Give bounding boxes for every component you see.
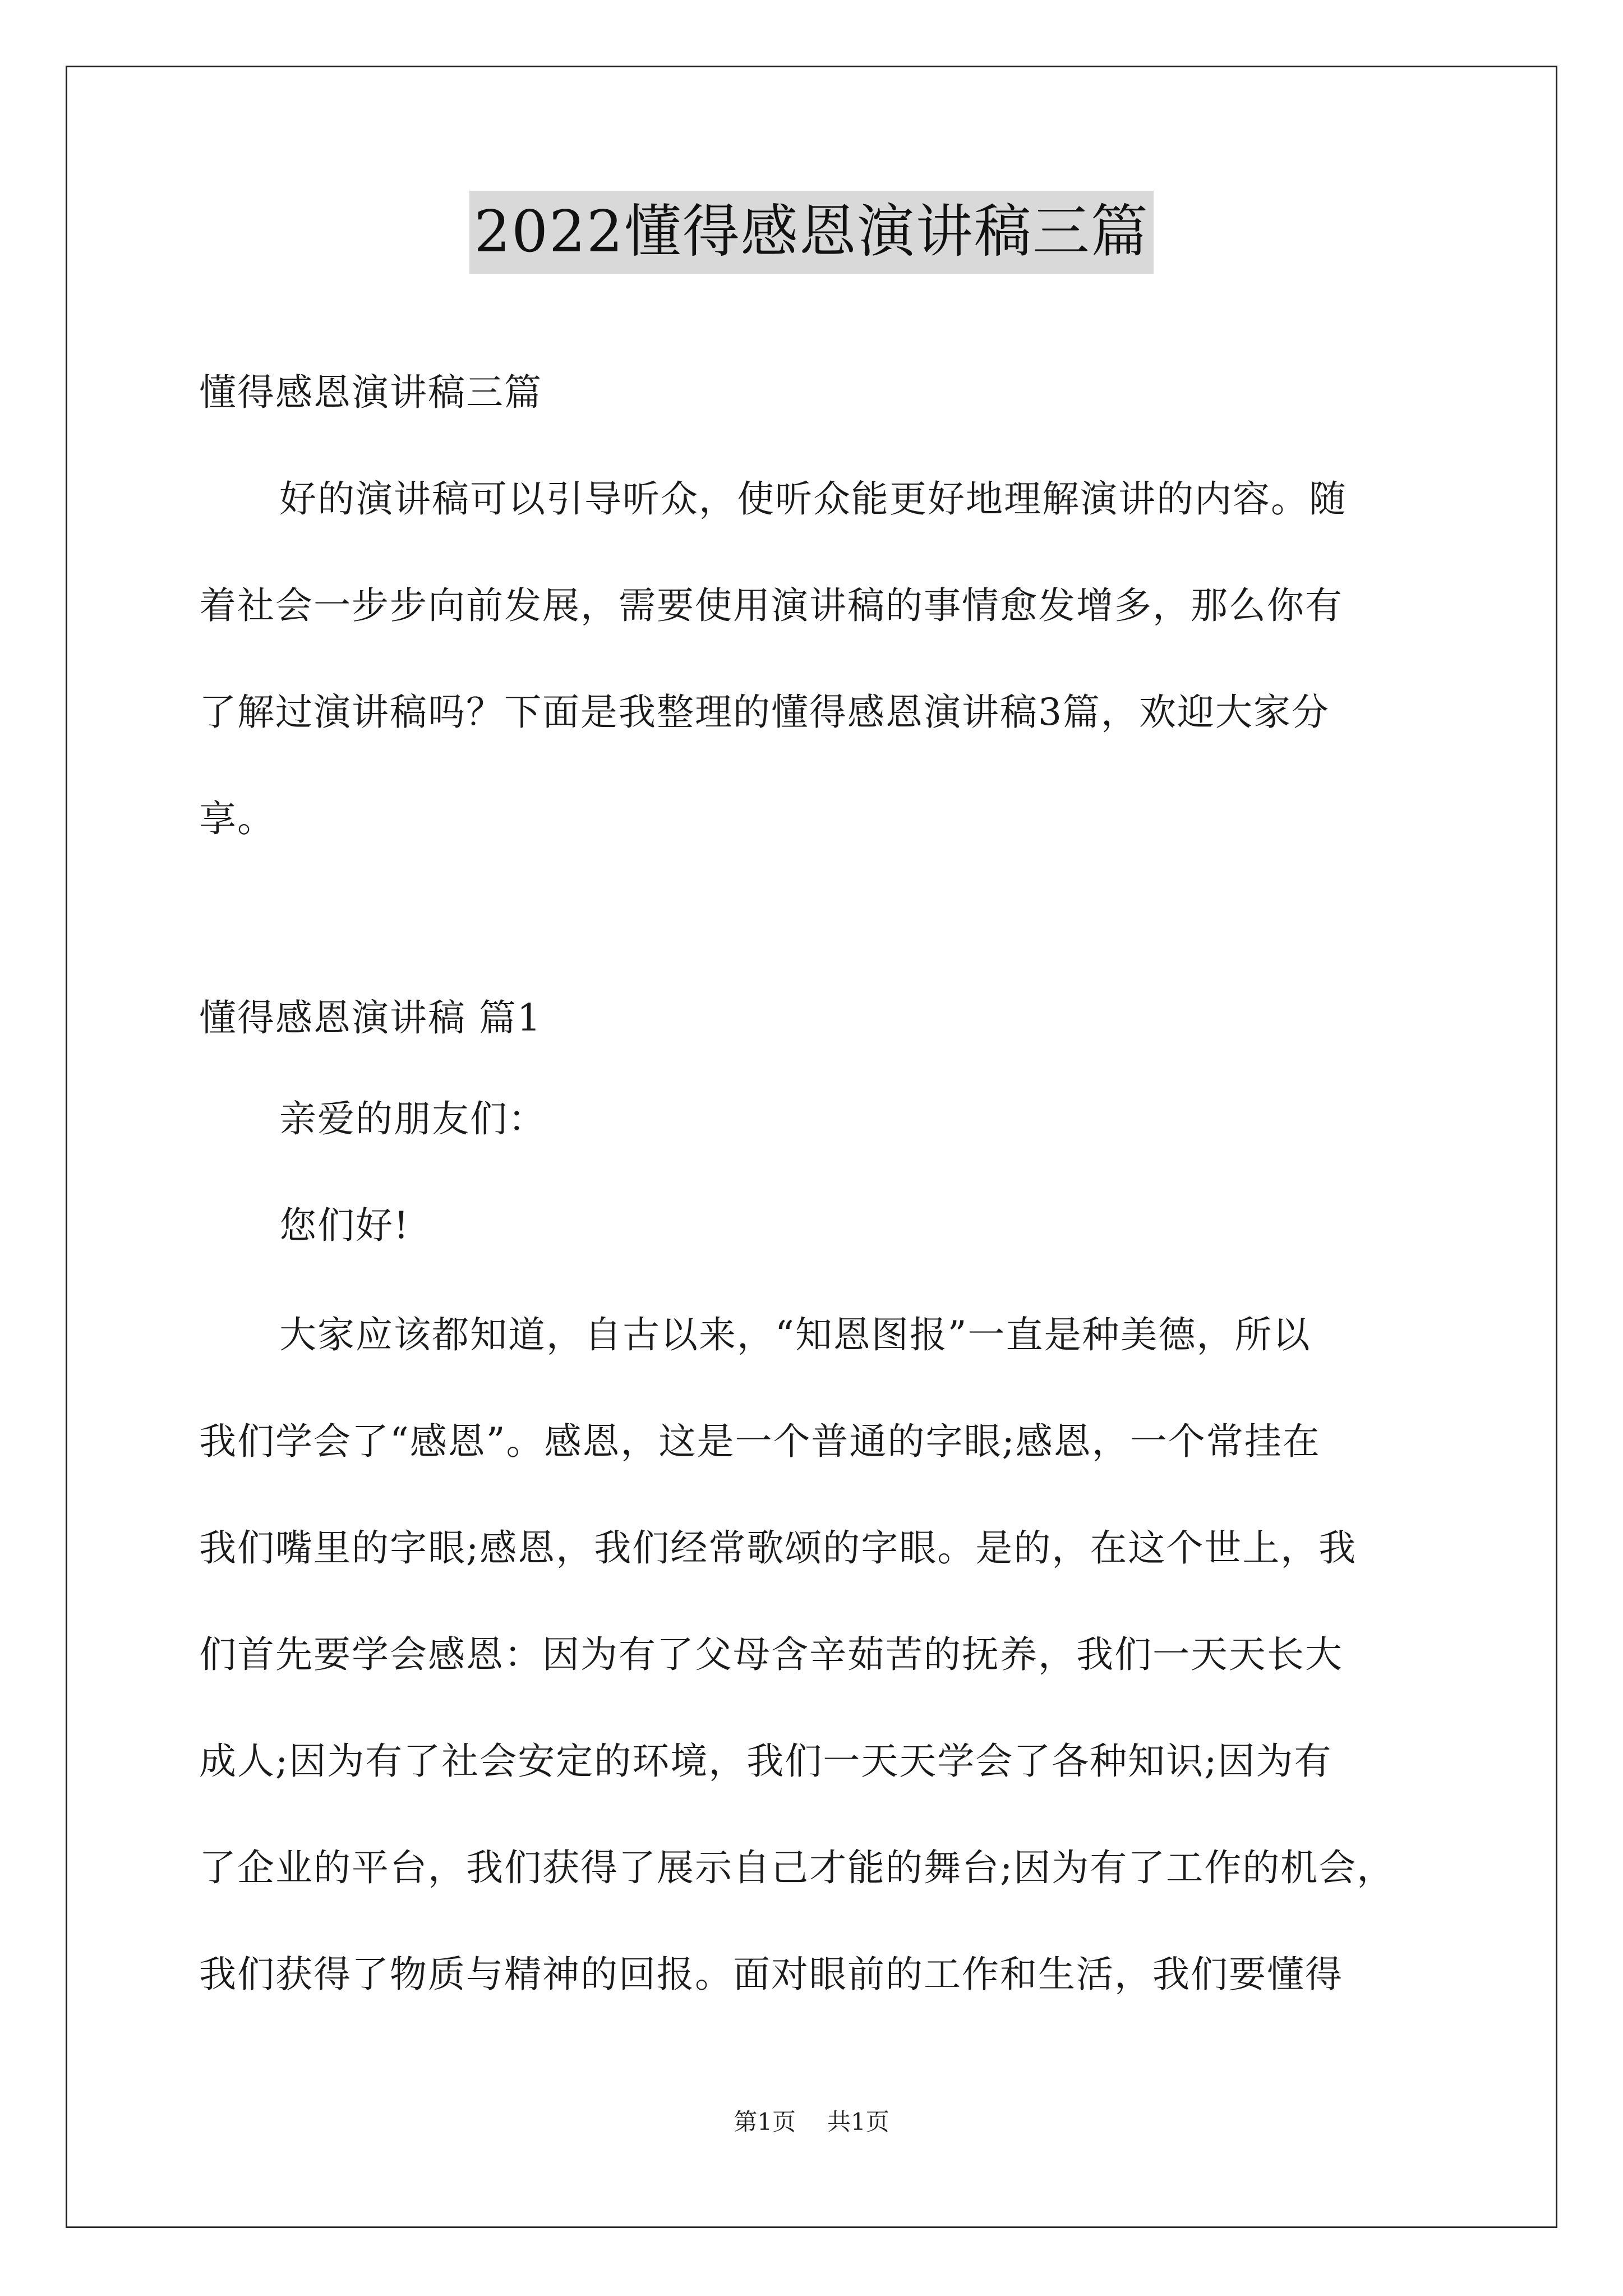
body-line: 我们嘴里的字眼;感恩，我们经常歌颂的字眼。是的，在这个世上，我 bbox=[199, 1526, 1357, 1570]
section-heading-block bbox=[199, 965, 1433, 1071]
greeting-block bbox=[199, 1066, 1433, 1279]
body-line: 成人;因为有了社会安定的环境，我们一天天学会了各种知识;因为有 bbox=[199, 1740, 1332, 1783]
document-title: 2022懂得感恩演讲稿三篇 bbox=[469, 191, 1154, 274]
intro-paragraph bbox=[199, 446, 1433, 872]
intro-line: 了解过演讲稿吗？下面是我整理的懂得感恩演讲稿3篇，欢迎大家分 bbox=[199, 691, 1330, 734]
intro-line: 着社会一步步向前发展，需要使用演讲稿的事情愈发增多，那么你有 bbox=[199, 584, 1343, 627]
page-total: 共1页 bbox=[827, 2108, 889, 2136]
greeting: 亲爱的朋友们： bbox=[279, 1097, 546, 1140]
subtitle-block bbox=[199, 339, 1433, 446]
page-number: 第1页 bbox=[734, 2108, 796, 2136]
body-line: 我们获得了物质与精神的回报。面对眼前的工作和生活，我们要懂得 bbox=[199, 1953, 1343, 1996]
page-footer bbox=[0, 2104, 1623, 2137]
body-line: 我们学会了“感恩”。感恩，这是一个普通的字眼;感恩，一个常挂在 bbox=[199, 1420, 1321, 1463]
salutation: 您们好! bbox=[279, 1204, 410, 1247]
body-paragraph bbox=[199, 1282, 1433, 2028]
intro-line: 好的演讲稿可以引导听众，使听众能更好地理解演讲的内容。随 bbox=[279, 477, 1347, 521]
body-line: 们首先要学会感恩：因为有了父母含辛茹苦的抚养，我们一天天长大 bbox=[199, 1633, 1343, 1676]
title-container bbox=[0, 191, 1623, 274]
document-subtitle: 懂得感恩演讲稿三篇 bbox=[199, 371, 542, 414]
section-heading: 懂得感恩演讲稿 篇1 bbox=[199, 996, 542, 1039]
body-line: 大家应该都知道，自古以来，“知恩图报”一直是种美德，所以 bbox=[279, 1313, 1311, 1356]
intro-line: 享。 bbox=[199, 797, 275, 840]
body-line: 了企业的平台，我们获得了展示自己才能的舞台;因为有了工作的机会， bbox=[199, 1846, 1395, 1889]
